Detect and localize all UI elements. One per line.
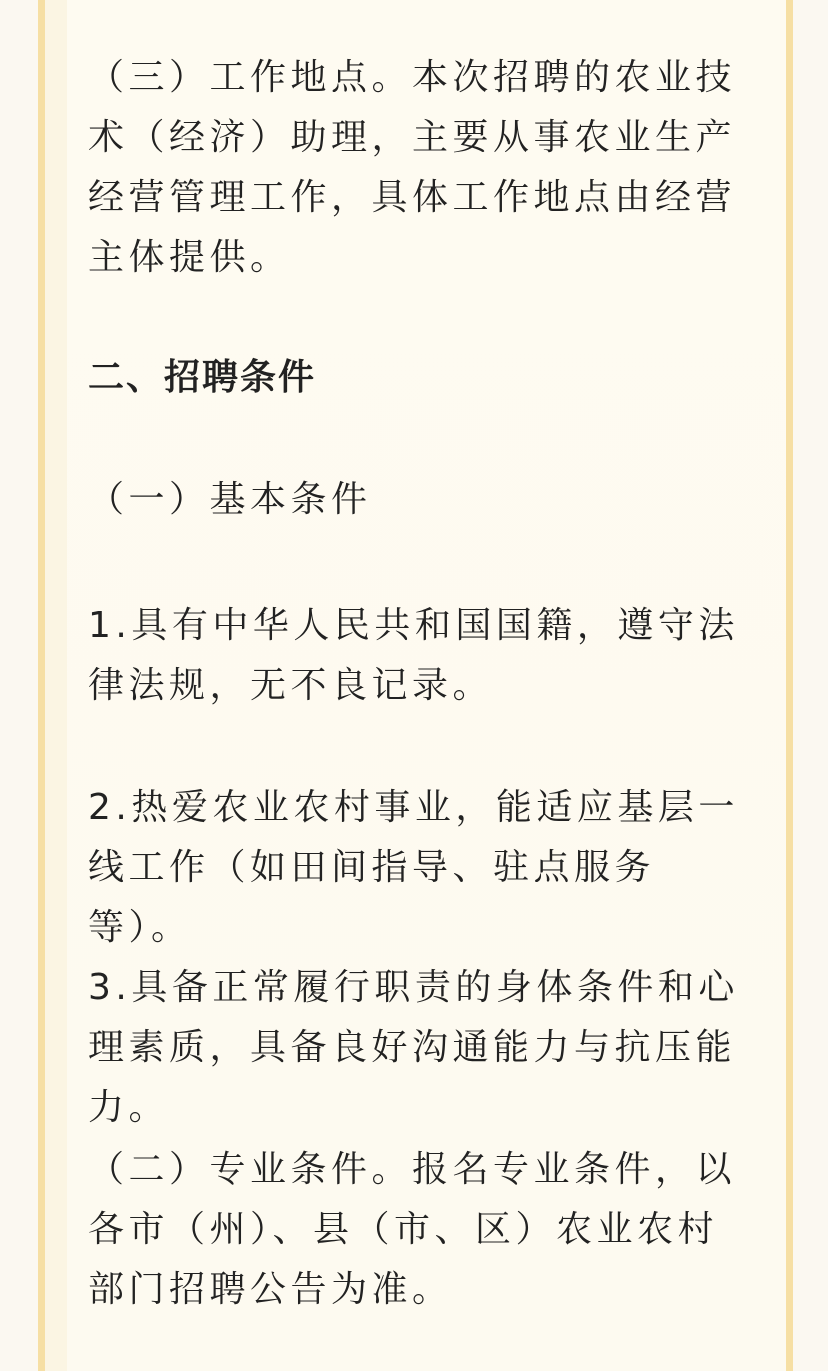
section-heading-recruitment-conditions: 二、招聘条件 <box>88 357 317 398</box>
paragraph-condition-1: 1.具有中华人民共和国国籍，遵守法律法规，无不良记录。 <box>88 605 739 706</box>
paragraph-condition-2: 2.热爱农业农村事业，能适应基层一线工作（如田间指导、驻点服务等）。 <box>88 787 739 948</box>
paragraph-professional-conditions: （二）专业条件。报名专业条件，以各市（州）、县（市、区）农业农村部门招聘公告为准。 <box>88 1149 737 1310</box>
paragraph-work-location: （三）工作地点。本次招聘的农业技术（经济）助理，主要从事农业生产经营管理工作，具体工作地点由经营主体提供。 <box>88 57 737 278</box>
left-border <box>0 0 40 1371</box>
right-border <box>786 0 828 1371</box>
subheading-basic-conditions: （一）基本条件 <box>88 479 372 520</box>
paragraph-condition-3: 3.具备正常履行职责的身体条件和心理素质，具备良好沟通能力与抗压能力。 <box>88 967 739 1128</box>
